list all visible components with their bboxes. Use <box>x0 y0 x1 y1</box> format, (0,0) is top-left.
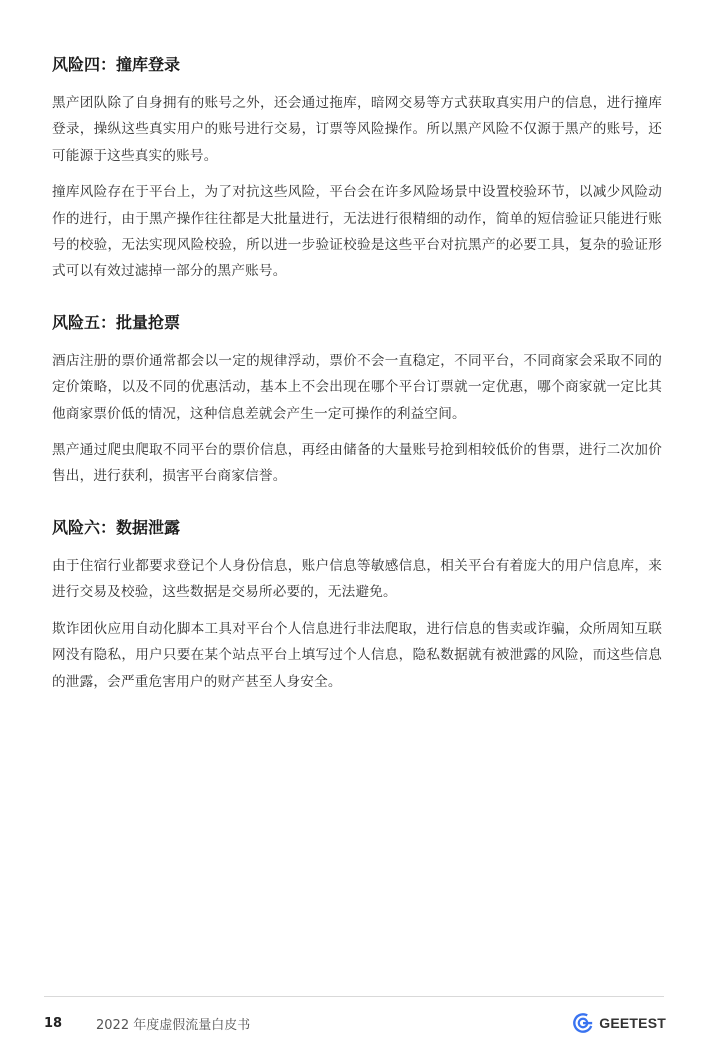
paragraph: 黑产团队除了自身拥有的账号之外，还会通过拖库，暗网交易等方式获取真实用户的信息，进行撞库登录，操纵这些真实用户的账号进行交易，订票等风险操作。所以黑产风险不仅源于黑产的账号，还可能源于这些真实的账号。 <box>52 95 662 164</box>
section-title: 风险五：批量抢票 <box>52 312 181 332</box>
section-title: 风险四：撞库登录 <box>52 55 181 74</box>
document-title: 2022 年度虚假流量白皮书 <box>96 1017 251 1033</box>
paragraph: 欺诈团伙应用自动化脚本工具对平台个人信息进行非法爬取，进行信息的售卖或诈骗，众所周知互联网没有隐私，用户只要在某个站点平台上填写过个人信息，隐私数据就有被泄露的风险，而这些信息的泄露，会严重危害用户的财产甚至人身安全。 <box>52 620 662 690</box>
footer-divider <box>44 996 664 997</box>
page-footer <box>44 1009 666 1037</box>
logo-text: GEETEST <box>599 1015 666 1031</box>
paragraph: 黑产通过爬虫爬取不同平台的票价信息，再经由储备的大量账号抢到相较低价的售票，进行二次加价售出，进行获利，损害平台商家信誉。 <box>52 442 662 485</box>
geetest-logo <box>572 1012 666 1034</box>
paragraph: 由于住宿行业都要求登记个人身份信息，账户信息等敏感信息，相关平台有着庞大的用户信息库，来进行交易及校验，这些数据是交易所必要的，无法避免。 <box>52 557 662 601</box>
section-risk-4 <box>52 54 662 285</box>
paragraph: 酒店注册的票价通常都会以一定的规律浮动，票价不会一直稳定，不同平台，不同商家会采取不同的定价策略，以及不同的优惠活动，基本上不会出现在哪个平台订票就一定优惠，哪个商家就一定比其他商家票价低的情况，这种信息差就会产生一定可操作的利益空间。 <box>52 352 662 422</box>
section-risk-6 <box>52 517 662 695</box>
section-title: 风险六：数据泄露 <box>52 517 181 537</box>
geetest-logo-icon <box>572 1012 594 1034</box>
section-risk-5 <box>52 312 662 490</box>
document-body <box>52 54 662 722</box>
paragraph: 撞库风险存在于平台上，为了对抗这些风险，平台会在许多风险场景中设置校验环节，以减少风险动作的进行，由于黑产操作往往都是大批量进行，无法进行很精细的动作，简单的短信验证只能进行账号的校验，无法实现风险校验，所以进一步验证校验是这些平台对抗黑产的必要工具，复杂的验证形式可以有效过滤掉一部分的黑产账号。 <box>52 184 662 280</box>
page-number: 18 <box>44 1015 63 1031</box>
